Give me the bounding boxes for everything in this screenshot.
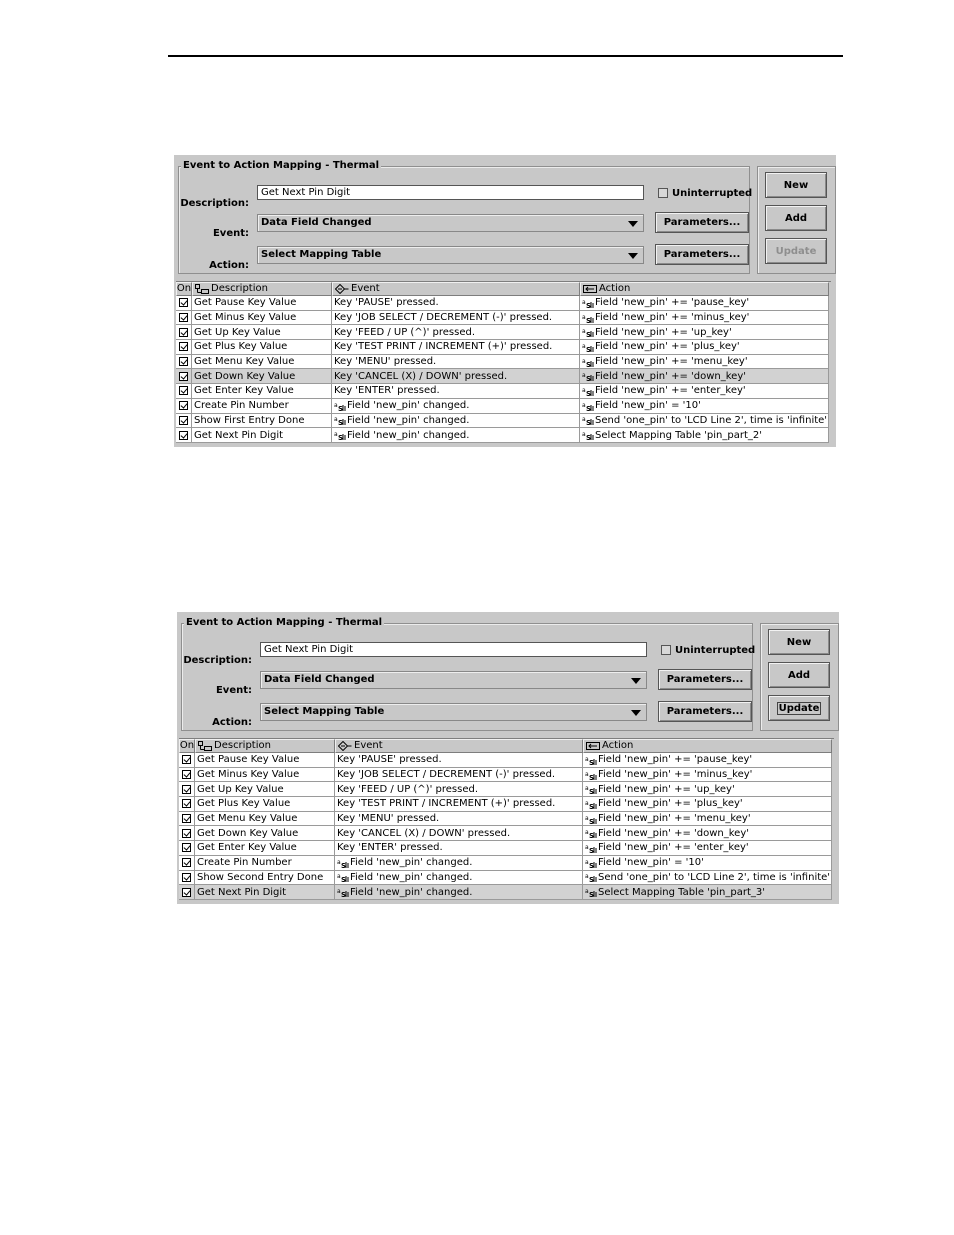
row-description: Get Minus Key Value	[195, 768, 335, 783]
mapping-group	[181, 617, 756, 731]
svg-text:S: S	[586, 389, 592, 396]
svg-text:S: S	[586, 375, 592, 382]
row-enabled-cell[interactable]	[176, 296, 192, 311]
row-enabled-checkbox[interactable]	[179, 342, 188, 351]
add-button[interactable]: Add	[768, 662, 830, 688]
column-header-event[interactable]: Event	[332, 282, 580, 296]
row-event: Key 'MENU' pressed.	[332, 355, 580, 370]
row-enabled-checkbox[interactable]	[182, 755, 191, 764]
row-event: a S Field 'new_pin' changed.	[335, 871, 583, 886]
row-description: Get Enter Key Value	[195, 841, 335, 856]
svg-text:S: S	[586, 434, 592, 441]
table-row[interactable]	[179, 782, 834, 797]
row-enabled-checkbox[interactable]	[182, 873, 191, 882]
table-row[interactable]	[179, 797, 834, 812]
svg-text:a: a	[585, 755, 589, 763]
mapping-panel-1	[174, 155, 836, 447]
row-event: Key 'JOB SELECT / DECREMENT (-)' pressed.	[335, 768, 583, 783]
svg-text:a: a	[585, 829, 589, 837]
data-field-icon	[582, 415, 594, 425]
column-header-event[interactable]: Event	[335, 739, 583, 753]
event-parameters-button[interactable]: Parameters...	[655, 212, 749, 233]
table-row[interactable]	[176, 414, 831, 429]
svg-text:a: a	[337, 888, 341, 896]
mapping-table	[176, 281, 831, 445]
data-field-icon	[582, 342, 594, 352]
mapping-table	[179, 738, 834, 902]
data-field-icon	[582, 327, 594, 337]
row-enabled-checkbox[interactable]	[182, 843, 191, 852]
row-enabled-checkbox[interactable]	[179, 313, 188, 322]
mapping-group	[178, 160, 753, 274]
row-description: Show First Entry Done	[192, 414, 332, 429]
data-field-icon	[585, 770, 597, 780]
svg-text:a: a	[582, 416, 586, 424]
column-header-description[interactable]: Description	[195, 739, 335, 753]
action-parameters-button[interactable]: Parameters...	[655, 244, 749, 265]
row-enabled-cell[interactable]	[179, 768, 195, 783]
row-enabled-checkbox[interactable]	[179, 298, 188, 307]
data-field-icon	[582, 401, 594, 411]
row-enabled-cell[interactable]	[176, 355, 192, 370]
update-button	[765, 238, 827, 264]
svg-text:S: S	[341, 861, 347, 868]
row-action: a S Field 'new_pin' += 'enter_key'	[583, 841, 832, 856]
svg-text:S: S	[586, 360, 592, 367]
row-enabled-cell[interactable]	[176, 414, 192, 429]
svg-text:a: a	[582, 298, 586, 306]
row-action: a S Field 'new_pin' += 'pause_key'	[580, 296, 829, 311]
chevron-down-icon[interactable]	[628, 253, 638, 259]
row-enabled-cell[interactable]	[179, 826, 195, 841]
row-event: Key 'FEED / UP (^)' pressed.	[332, 325, 580, 340]
row-enabled-checkbox[interactable]	[179, 401, 188, 410]
row-description: Get Enter Key Value	[192, 384, 332, 399]
svg-text:a: a	[582, 401, 586, 409]
data-field-icon	[585, 755, 597, 765]
table-row[interactable]	[179, 768, 834, 783]
row-action: a S Field 'new_pin' += 'up_key'	[580, 325, 829, 340]
table-row[interactable]	[179, 826, 834, 841]
group-title: Event to Action Mapping - Thermal	[186, 617, 383, 628]
svg-text:S: S	[338, 419, 344, 426]
row-enabled-cell[interactable]	[179, 871, 195, 886]
svg-text:S: S	[338, 404, 344, 411]
svg-text:a: a	[337, 858, 341, 866]
table-row[interactable]	[179, 841, 834, 856]
data-field-icon	[585, 887, 597, 897]
svg-text:a: a	[585, 873, 589, 881]
column-header-description[interactable]: Description	[192, 282, 332, 296]
row-action: a S Field 'new_pin' += 'plus_key'	[583, 797, 832, 812]
event-parameters-button[interactable]: Parameters...	[658, 669, 752, 690]
description-label: Description:	[183, 655, 252, 666]
row-enabled-cell[interactable]	[176, 428, 192, 443]
row-enabled-cell[interactable]	[176, 311, 192, 326]
svg-text:a: a	[582, 357, 586, 365]
mapping-panel-2	[177, 612, 839, 904]
row-event: Key 'CANCEL (X) / DOWN' pressed.	[332, 369, 580, 384]
data-field-icon	[337, 858, 349, 868]
description-column-icon	[195, 284, 209, 294]
row-description: Create Pin Number	[192, 399, 332, 414]
data-field-icon	[582, 371, 594, 381]
svg-text:a: a	[582, 313, 586, 321]
uninterrupted-checkbox-box[interactable]	[658, 188, 668, 198]
row-description: Get Down Key Value	[192, 369, 332, 384]
svg-text:a: a	[334, 431, 338, 439]
data-field-icon	[334, 430, 346, 440]
svg-text:a: a	[585, 799, 589, 807]
page-top-rule	[168, 55, 843, 57]
data-field-icon	[334, 415, 346, 425]
event-select-value: Data Field Changed	[261, 217, 372, 228]
svg-text:a: a	[585, 770, 589, 778]
data-field-icon	[585, 872, 597, 882]
uninterrupted-label: Uninterrupted	[675, 644, 756, 656]
svg-text:a: a	[582, 431, 586, 439]
row-action: a S Field 'new_pin' = '10'	[583, 856, 832, 871]
svg-text:S: S	[589, 788, 595, 795]
svg-text:a: a	[334, 416, 338, 424]
svg-text:a: a	[582, 386, 586, 394]
row-enabled-checkbox[interactable]	[179, 386, 188, 395]
row-enabled-cell[interactable]	[176, 369, 192, 384]
row-enabled-checkbox[interactable]	[179, 416, 188, 425]
row-action: a S Field 'new_pin' += 'pause_key'	[583, 753, 832, 768]
row-action: a S Send 'one_pin' to 'LCD Line 2', time is 'infinite'	[580, 414, 829, 429]
table-body	[176, 296, 831, 443]
description-input[interactable]	[260, 642, 647, 657]
svg-text:S: S	[586, 419, 592, 426]
row-event: a S Field 'new_pin' changed.	[332, 414, 580, 429]
data-field-icon	[582, 430, 594, 440]
svg-text:S: S	[586, 331, 592, 338]
row-event: a S Field 'new_pin' changed.	[332, 428, 580, 443]
row-enabled-cell[interactable]	[176, 384, 192, 399]
table-row[interactable]	[176, 296, 831, 311]
table-row[interactable]	[179, 871, 834, 886]
row-enabled-cell[interactable]	[176, 325, 192, 340]
data-field-icon	[582, 386, 594, 396]
row-enabled-checkbox[interactable]	[182, 829, 191, 838]
svg-text:S: S	[589, 891, 595, 898]
action-select-value: Select Mapping Table	[261, 249, 382, 260]
uninterrupted-label: Uninterrupted	[672, 187, 753, 199]
row-enabled-checkbox[interactable]	[179, 431, 188, 440]
column-header-on[interactable]: On	[179, 740, 195, 751]
row-description: Get Plus Key Value	[195, 797, 335, 812]
uninterrupted-checkbox[interactable]	[658, 186, 752, 200]
row-enabled-checkbox[interactable]	[179, 372, 188, 381]
row-action: a S Send 'one_pin' to 'LCD Line 2', time is 'infinite'	[583, 871, 832, 886]
row-description: Get Next Pin Digit	[195, 885, 335, 900]
row-enabled-cell[interactable]	[179, 841, 195, 856]
event-column-icon	[338, 741, 352, 751]
row-enabled-checkbox[interactable]	[179, 328, 188, 337]
action-parameters-button[interactable]: Parameters...	[658, 701, 752, 722]
data-field-icon	[582, 313, 594, 323]
row-enabled-checkbox[interactable]	[182, 858, 191, 867]
svg-text:S: S	[589, 861, 595, 868]
row-event: Key 'ENTER' pressed.	[335, 841, 583, 856]
event-select[interactable]	[257, 214, 644, 232]
svg-text:S: S	[338, 434, 344, 441]
svg-text:S: S	[586, 316, 592, 323]
group-title: Event to Action Mapping - Thermal	[183, 160, 380, 171]
svg-text:S: S	[589, 846, 595, 853]
update-button-label: Update	[778, 702, 820, 714]
new-button[interactable]: New	[768, 629, 830, 655]
table-header	[179, 739, 834, 753]
row-description: Get Pause Key Value	[195, 753, 335, 768]
row-description: Get Plus Key Value	[192, 340, 332, 355]
row-action: a S Select Mapping Table 'pin_part_3'	[583, 885, 832, 900]
row-enabled-checkbox[interactable]	[182, 888, 191, 897]
data-field-icon	[585, 843, 597, 853]
row-description: Get Minus Key Value	[192, 311, 332, 326]
action-select[interactable]	[257, 246, 644, 264]
svg-text:S: S	[589, 832, 595, 839]
table-row[interactable]	[179, 856, 834, 871]
svg-text:S: S	[589, 802, 595, 809]
row-description: Create Pin Number	[195, 856, 335, 871]
chevron-down-icon[interactable]	[631, 710, 641, 716]
table-row[interactable]	[176, 384, 831, 399]
update-button[interactable]	[768, 695, 830, 721]
row-enabled-cell[interactable]	[179, 885, 195, 900]
row-action: a S Field 'new_pin' += 'menu_key'	[580, 355, 829, 370]
svg-text:S: S	[589, 876, 595, 883]
update-button-label: Update	[775, 245, 817, 257]
svg-text:a: a	[582, 328, 586, 336]
row-description: Get Up Key Value	[192, 325, 332, 340]
row-event: Key 'PAUSE' pressed.	[335, 753, 583, 768]
data-field-icon	[585, 858, 597, 868]
data-field-icon	[582, 298, 594, 308]
row-enabled-checkbox[interactable]	[182, 814, 191, 823]
new-button[interactable]: New	[765, 172, 827, 198]
table-row[interactable]	[176, 311, 831, 326]
row-enabled-cell[interactable]	[179, 856, 195, 871]
row-event: Key 'TEST PRINT / INCREMENT (+)' pressed.	[332, 340, 580, 355]
data-field-icon	[585, 799, 597, 809]
table-row[interactable]	[176, 325, 831, 340]
table-row[interactable]	[179, 753, 834, 768]
row-event: Key 'ENTER' pressed.	[332, 384, 580, 399]
data-field-icon	[585, 814, 597, 824]
svg-text:a: a	[582, 372, 586, 380]
action-label: Action:	[212, 717, 252, 728]
row-event: a S Field 'new_pin' changed.	[335, 885, 583, 900]
svg-text:S: S	[589, 817, 595, 824]
svg-text:a: a	[334, 401, 338, 409]
row-enabled-cell[interactable]	[176, 399, 192, 414]
row-action: a S Field 'new_pin' += 'minus_key'	[580, 311, 829, 326]
row-action: a S Select Mapping Table 'pin_part_2'	[580, 428, 829, 443]
svg-text:a: a	[585, 814, 589, 822]
svg-text:S: S	[589, 773, 595, 780]
svg-text:a: a	[337, 873, 341, 881]
svg-text:a: a	[585, 858, 589, 866]
svg-text:S: S	[586, 345, 592, 352]
row-event: Key 'CANCEL (X) / DOWN' pressed.	[335, 826, 583, 841]
row-description: Get Menu Key Value	[192, 355, 332, 370]
svg-text:a: a	[585, 785, 589, 793]
data-field-icon	[334, 401, 346, 411]
row-action: a S Field 'new_pin' = '10'	[580, 399, 829, 414]
table-header	[176, 282, 831, 296]
row-enabled-cell[interactable]	[179, 797, 195, 812]
event-select[interactable]	[260, 671, 647, 689]
table-row[interactable]	[176, 355, 831, 370]
event-column-icon	[335, 284, 349, 294]
row-action: a S Field 'new_pin' += 'down_key'	[583, 826, 832, 841]
svg-text:S: S	[341, 876, 347, 883]
table-row[interactable]	[176, 369, 831, 384]
action-label: Action:	[209, 260, 249, 271]
row-description: Get Next Pin Digit	[192, 428, 332, 443]
column-header-action[interactable]: Action	[583, 739, 832, 753]
row-enabled-cell[interactable]	[179, 782, 195, 797]
uninterrupted-checkbox[interactable]	[661, 643, 755, 657]
row-action: a S Field 'new_pin' += 'down_key'	[580, 369, 829, 384]
table-row[interactable]	[176, 340, 831, 355]
row-event: Key 'MENU' pressed.	[335, 812, 583, 827]
svg-text:S: S	[341, 891, 347, 898]
row-event: Key 'JOB SELECT / DECREMENT (-)' pressed.	[332, 311, 580, 326]
chevron-down-icon[interactable]	[628, 221, 638, 227]
row-event: a S Field 'new_pin' changed.	[335, 856, 583, 871]
row-description: Get Down Key Value	[195, 826, 335, 841]
row-enabled-cell[interactable]	[179, 753, 195, 768]
svg-text:S: S	[586, 301, 592, 308]
action-select[interactable]	[260, 703, 647, 721]
data-field-icon	[582, 357, 594, 367]
chevron-down-icon[interactable]	[631, 678, 641, 684]
action-column-icon	[586, 741, 600, 751]
svg-text:S: S	[589, 758, 595, 765]
row-description: Show Second Entry Done	[195, 871, 335, 886]
row-enabled-checkbox[interactable]	[179, 357, 188, 366]
column-header-action[interactable]: Action	[580, 282, 829, 296]
data-field-icon	[337, 887, 349, 897]
row-enabled-checkbox[interactable]	[182, 785, 191, 794]
row-enabled-cell[interactable]	[179, 812, 195, 827]
event-select-value: Data Field Changed	[264, 674, 375, 685]
action-column-icon	[583, 284, 597, 294]
svg-text:S: S	[586, 404, 592, 411]
svg-text:a: a	[582, 342, 586, 350]
description-input[interactable]	[257, 185, 644, 200]
row-action: a S Field 'new_pin' += 'plus_key'	[580, 340, 829, 355]
row-description: Get Up Key Value	[195, 782, 335, 797]
row-enabled-checkbox[interactable]	[182, 770, 191, 779]
svg-text:a: a	[585, 843, 589, 851]
table-row[interactable]	[179, 812, 834, 827]
add-button[interactable]: Add	[765, 205, 827, 231]
event-label: Event:	[215, 685, 252, 696]
description-label: Description:	[180, 198, 249, 209]
row-event: Key 'PAUSE' pressed.	[332, 296, 580, 311]
row-action: a S Field 'new_pin' += 'enter_key'	[580, 384, 829, 399]
column-header-on[interactable]: On	[176, 283, 192, 294]
row-action: a S Field 'new_pin' += 'up_key'	[583, 782, 832, 797]
data-field-icon	[337, 872, 349, 882]
description-column-icon	[198, 741, 212, 751]
row-event: Key 'FEED / UP (^)' pressed.	[335, 782, 583, 797]
data-field-icon	[585, 784, 597, 794]
table-row[interactable]	[176, 428, 831, 443]
row-event: Key 'TEST PRINT / INCREMENT (+)' pressed.	[335, 797, 583, 812]
row-enabled-cell[interactable]	[176, 340, 192, 355]
uninterrupted-checkbox-box[interactable]	[661, 645, 671, 655]
data-field-icon	[585, 828, 597, 838]
row-event: a S Field 'new_pin' changed.	[332, 399, 580, 414]
table-body	[179, 753, 834, 900]
row-description: Get Pause Key Value	[192, 296, 332, 311]
table-row[interactable]	[179, 885, 834, 900]
event-label: Event:	[212, 228, 249, 239]
svg-text:a: a	[585, 888, 589, 896]
row-action: a S Field 'new_pin' += 'minus_key'	[583, 768, 832, 783]
action-select-value: Select Mapping Table	[264, 706, 385, 717]
row-description: Get Menu Key Value	[195, 812, 335, 827]
row-action: a S Field 'new_pin' += 'menu_key'	[583, 812, 832, 827]
table-row[interactable]	[176, 399, 831, 414]
row-enabled-checkbox[interactable]	[182, 799, 191, 808]
